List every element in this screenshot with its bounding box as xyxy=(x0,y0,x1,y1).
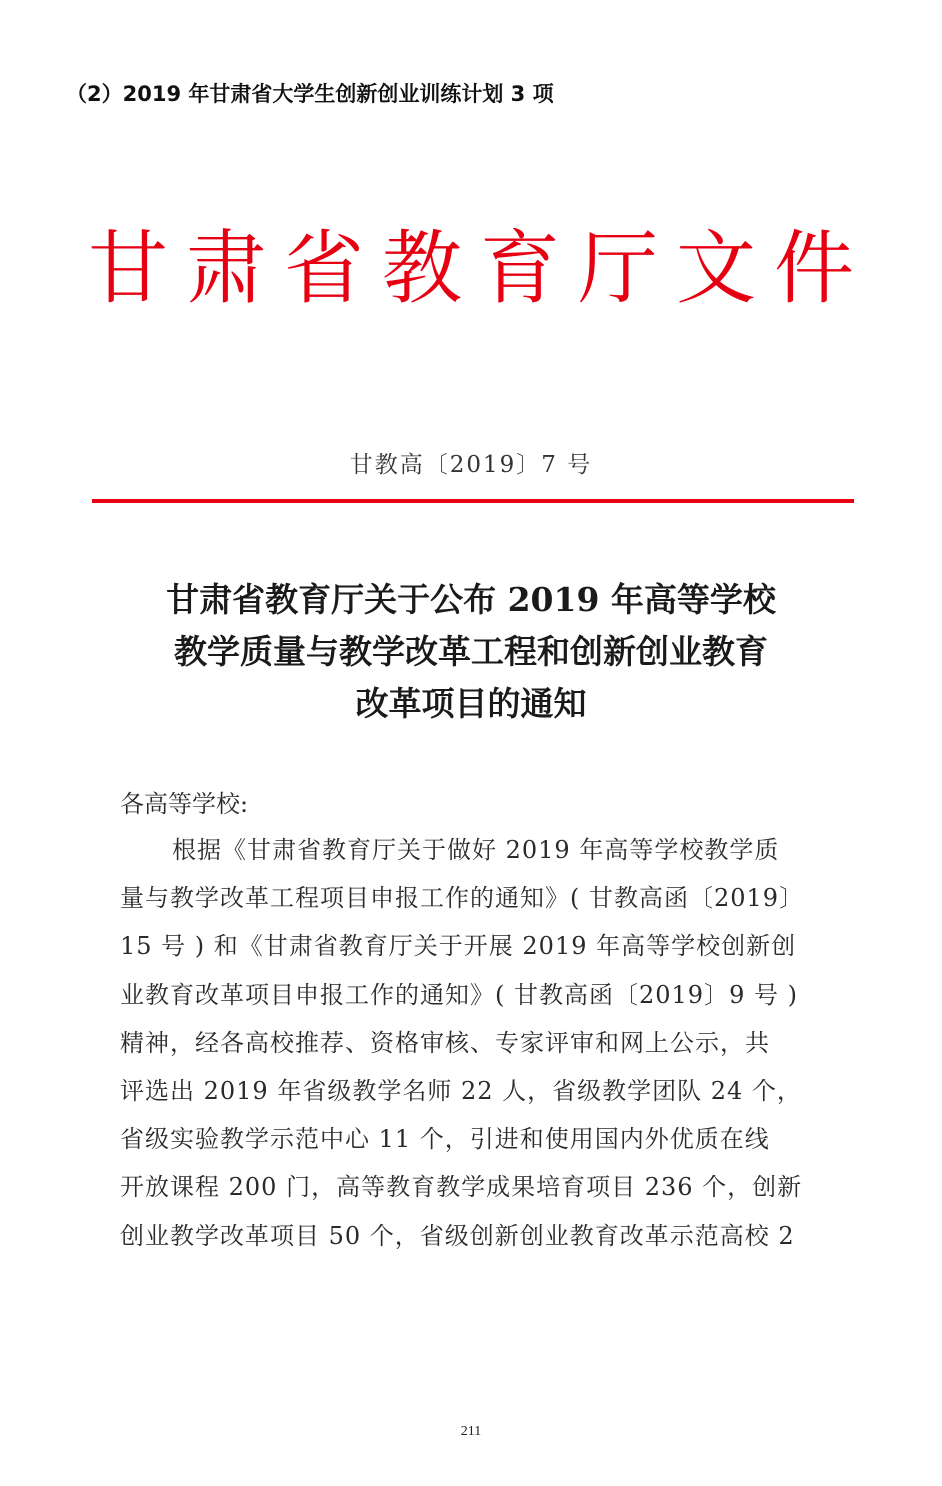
body-line: 业教育改革项目申报工作的通知》( 甘教高函〔2019〕9 号 ) xyxy=(120,980,798,1009)
body-line: 创业教学改革项目 50 个，省级创新创业教育改革示范高校 2 xyxy=(120,1221,795,1250)
body-line: 根据《甘肃省教育厅关于做好 2019 年高等学校教学质 xyxy=(172,836,780,864)
title-line-1: 甘肃省教育厅关于公布 2019 年高等学校 xyxy=(166,580,776,619)
body-paragraph xyxy=(120,826,840,1260)
body-line: 开放课程 200 门，高等教育教学成果培育项目 236 个，创新 xyxy=(120,1173,803,1202)
salutation: 各高等学校: xyxy=(120,790,249,818)
body-line: 省级实验教学示范中心 11 个，引进和使用国内外优质在线 xyxy=(120,1125,770,1154)
letterhead-divider xyxy=(92,499,854,503)
title-line-2: 教学质量与教学改革工程和创新创业教育 xyxy=(174,632,768,671)
body-line: 量与教学改革工程项目申报工作的通知》( 甘教高函〔2019〕 xyxy=(120,884,805,913)
body-line: 精神，经各高校推荐、资格审核、专家评审和网上公示，共 xyxy=(120,1028,770,1057)
document-title xyxy=(0,574,942,730)
body-line: 15 号 ) 和《甘肃省教育厅关于开展 2019 年高等学校创新创 xyxy=(120,932,797,961)
document-number: 甘教高〔2019〕7 号 xyxy=(349,452,593,478)
section-heading: （2）2019 年甘肃省大学生创新创业训练计划 3 项 xyxy=(66,82,554,106)
page-number: 211 xyxy=(460,1424,482,1439)
title-line-3: 改革项目的通知 xyxy=(355,684,587,723)
body-line: 评选出 2019 年省级教学名师 22 人，省级教学团队 24 个， xyxy=(120,1077,802,1106)
letterhead-title: 甘肃省教育厅文件 xyxy=(88,222,872,315)
